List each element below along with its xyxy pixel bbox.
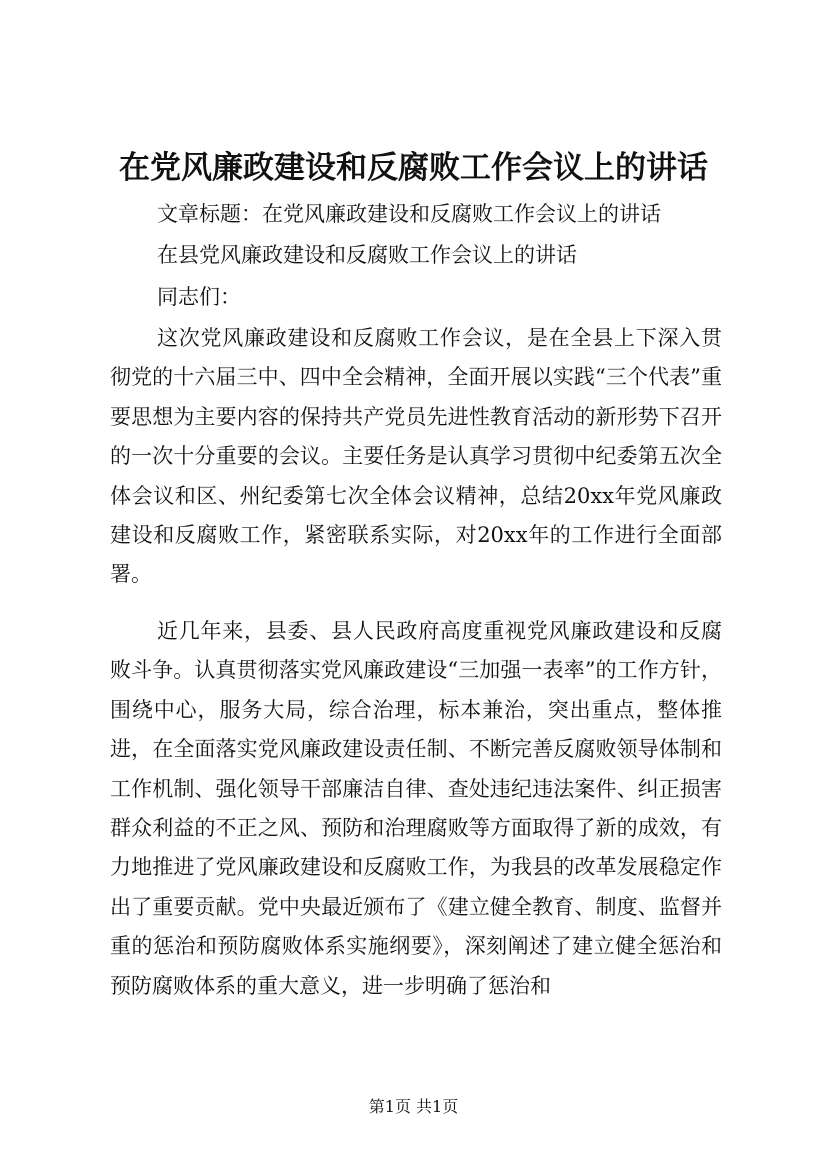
document-title: 在党风廉政建设和反腐败工作会议上的讲话 [119, 150, 708, 186]
paragraph: 这次党风廉政建设和反腐败工作会议，是在全县上下深入贯彻党的十六届三中、四中全会精神，全面开展以实践“三个代表”重要思想为主要内容的保持共产党员先进性教育活动的新形势下召开的一次十分重要的会议。主要任务是认真学习贯彻中纪委第五次全体会议和区、州纪委第七次全体会议精神，总结20xx年党风廉政建设和反腐败工作，紧密联系实际，对20xx年的工作进行全面部署。 [110, 326, 722, 587]
paragraph: 近几年来，县委、县人民政府高度重视党风廉政建设和反腐败斗争。认真贯彻落实党风廉政建设“三加强一表率”的工作方针，围绕中心，服务大局，综合治理，标本兼治，突出重点，整体推进，在全面落实党风廉政建设责任制、不断完善反腐败领导体制和工作机制、强化领导干部廉洁自律、查处违纪违法案件、纠正损害群众利益的不正之风、预防和治理腐败等方面取得了新的成效，有力地推进了党风廉政建设和反腐败工作，为我县的改革发展稳定作出了重要贡献。党中央最近颁布了《建立健全教育、制度、监督并重的惩治和预防腐败体系实施纲要》，深刻阐述了建立健全惩治和预防腐败体系的重大意义，进一步明确了惩治和 [110, 619, 722, 998]
page-footer: 第1页 共1页 [368, 1097, 459, 1116]
salutation: 同志们： [157, 285, 241, 309]
subtitle: 在县党风廉政建设和反腐败工作会议上的讲话 [157, 243, 577, 267]
article-title-line: 文章标题：在党风廉政建设和反腐败工作会议上的讲话 [157, 202, 661, 226]
